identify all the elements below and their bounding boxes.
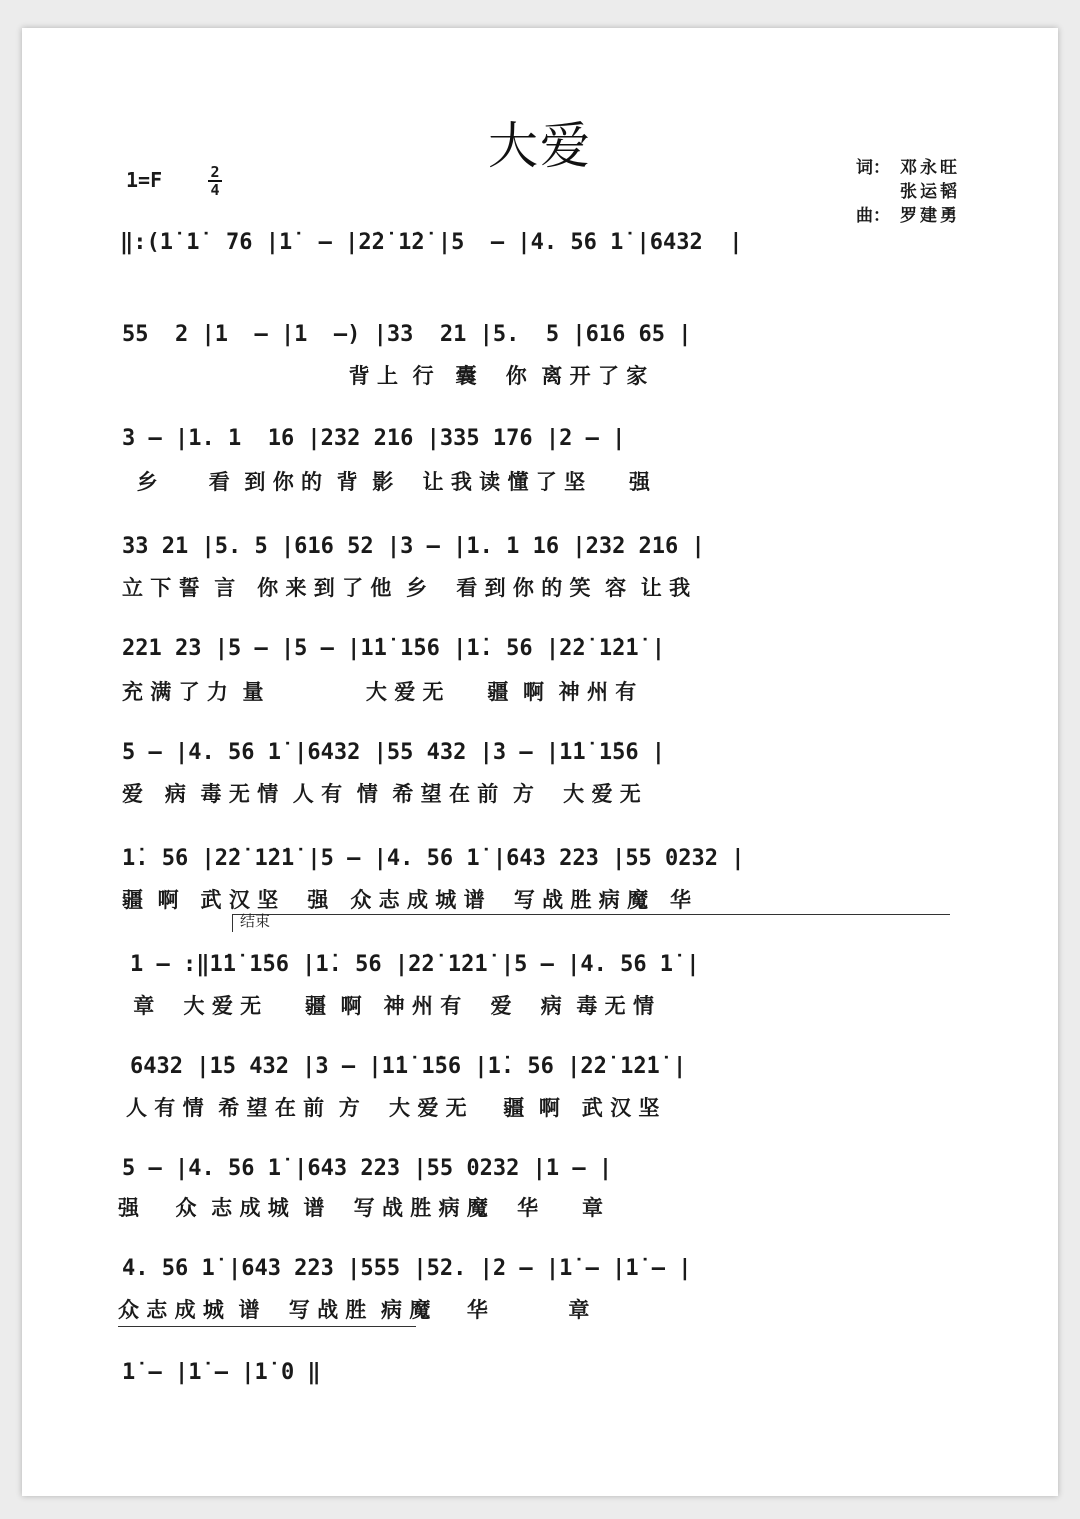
system-5-lyrics: 充 满 了 力 量 大 爱 无 疆 啊 神 州 有 xyxy=(122,680,637,704)
system-1-notes: ‖:(1̇ 1̇ 76 |1̇ – |2̇2̇ 1̇2̇ |5 – |4. 56 1̇ |6432 | xyxy=(120,230,743,255)
credit-name: 邓永旺 xyxy=(900,158,960,178)
system-9-lyrics: 人 有 情 希 望 在 前 方 大 爱 无 疆 啊 武 汉 坚 xyxy=(126,1096,660,1120)
system-12-notes: 1̇ – |1̇ – |1̇ 0 ‖ xyxy=(122,1360,321,1385)
system-6-lyrics: 爱 病 毒 无 情 人 有 情 希 望 在 前 方 大 爱 无 xyxy=(122,782,641,806)
system-3-notes: 3 – |1. 1 16 |232 216 |335 176 |2 – | xyxy=(122,426,626,451)
credit-name: 张运韬 xyxy=(900,182,960,202)
coda-bracket xyxy=(232,914,233,932)
credit-name: 罗建勇 xyxy=(900,206,960,226)
coda-line xyxy=(232,914,950,915)
key-signature: 1=F xyxy=(126,168,163,192)
system-4-lyrics: 立 下 誓 言 你 来 到 了 他 乡 看 到 你 的 笑 容 让 我 xyxy=(122,576,691,600)
system-7-notes: 1̇. 56 |2̇2̇ 1̇2̇1̇ |5 – |4. 56 1̇ |643 223 |55 0232 | xyxy=(122,846,745,871)
system-8-notes: 1 – :‖1̇1̇ 1̇56 |1̇. 56 |2̇2̇ 1̇2̇1̇ |5 – |4. 56 1̇ | xyxy=(130,952,700,977)
song-title: 大爱 xyxy=(488,117,592,175)
system-6-notes: 5 – |4. 56 1̇ |6432 |55 432 |3 – |1̇1̇ 1̇56 | xyxy=(122,740,666,765)
system-2-notes: 55 2 |1 – |1 –) |33 21 |5. 5 |616 65 | xyxy=(122,322,692,347)
ending-bracket xyxy=(118,1326,416,1327)
time-signature-bottom: 4 xyxy=(210,181,220,199)
system-3-lyrics: 乡 看 到 你 的 背 影 让 我 读 懂 了 坚 强 xyxy=(122,470,650,494)
time-signature-top: 2 xyxy=(208,164,222,182)
system-4-notes: 33 21 |5. 5 |616 52 |3 – |1. 1 16 |232 216 | xyxy=(122,534,705,559)
system-9-notes: 6432 |1̇5 432 |3 – |1̇1̇ 1̇56 |1̇. 56 |2̇2̇ 1̇2̇1̇ | xyxy=(130,1054,687,1079)
system-11-lyrics: 众 志 成 城 谱 写 战 胜 病 魔 华 章 xyxy=(118,1298,590,1322)
system-8-lyrics: 章 大 爱 无 疆 啊 神 州 有 爱 病 毒 无 情 xyxy=(126,994,654,1018)
system-10-notes: 5 – |4. 56 1̇ |643 223 |55 0232 |1 – | xyxy=(122,1156,613,1181)
system-11-notes: 4. 56 1̇ |643 223 |555 |52. |2 – |1̇ – |1̇ – | xyxy=(122,1256,692,1281)
credit-role: 曲： xyxy=(856,206,890,226)
system-5-notes: 221 23 |5 – |5 – |1̇1̇ 1̇56 |1̇. 56 |2̇2̇ 1̇2̇1̇ | xyxy=(122,636,666,661)
system-2-lyrics: 背 上 行 囊 你 离 开 了 家 xyxy=(122,364,648,388)
coda-label: 结束 xyxy=(240,912,271,930)
credit-role: 词： xyxy=(856,158,890,178)
system-10-lyrics: 强 众 志 成 城 谱 写 战 胜 病 魔 华 章 xyxy=(118,1196,604,1220)
system-7-lyrics: 疆 啊 武 汉 坚 强 众 志 成 城 谱 写 战 胜 病 魔 华 xyxy=(122,888,692,912)
